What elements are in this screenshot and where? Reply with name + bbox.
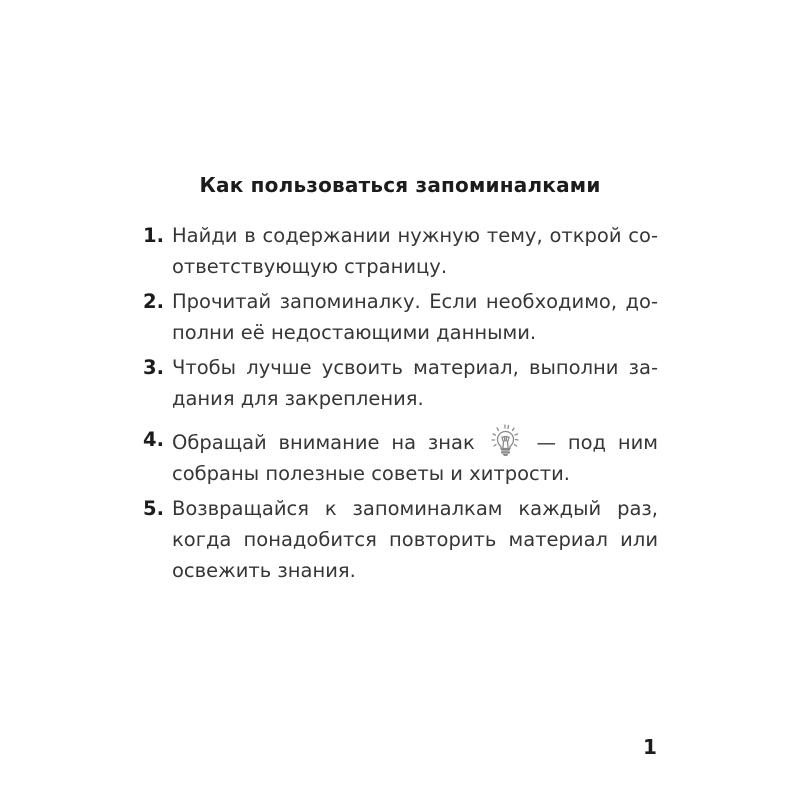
step-number: 1. (143, 224, 164, 247)
step-text-line: Найди в содержании нужную тему, открой со- (172, 224, 658, 247)
step-number: 5. (143, 497, 164, 520)
step-number: 2. (143, 290, 164, 313)
list-item (143, 352, 658, 414)
lightbulb-icon (489, 424, 523, 458)
list-item (143, 493, 658, 586)
step-text-line: Прочитай запоминалку. Если необходимо, до- (172, 290, 658, 313)
list-item (143, 286, 658, 348)
step-text-line: дания для закрепления. (172, 387, 424, 410)
step-text-line (172, 424, 658, 458)
list-item (143, 424, 658, 489)
step-text-line: полни её недостающими данными. (172, 321, 537, 344)
step-number: 3. (143, 356, 164, 379)
step-text-before-icon: Обращай внимание на знак (172, 431, 475, 454)
step-text-line: ответствующую страницу. (172, 255, 448, 278)
step-number: 4. (143, 428, 164, 451)
step-text-line: собраны полезные советы и хитрости. (172, 462, 570, 485)
list-item (143, 220, 658, 282)
step-text-line: когда понадобится повторить материал или (172, 528, 658, 551)
page-title: Как пользоваться запоминалками (199, 173, 601, 197)
instructions-list (143, 220, 658, 586)
page-number: 1 (643, 735, 657, 759)
step-text-after-icon: — под ним (536, 431, 658, 454)
step-text-line: освежить знания. (172, 559, 356, 582)
step-text-line: Чтобы лучше усвоить материал, выполни за- (172, 356, 658, 379)
step-text-line: Возвращайся к запоминалкам каждый раз, (172, 497, 658, 520)
